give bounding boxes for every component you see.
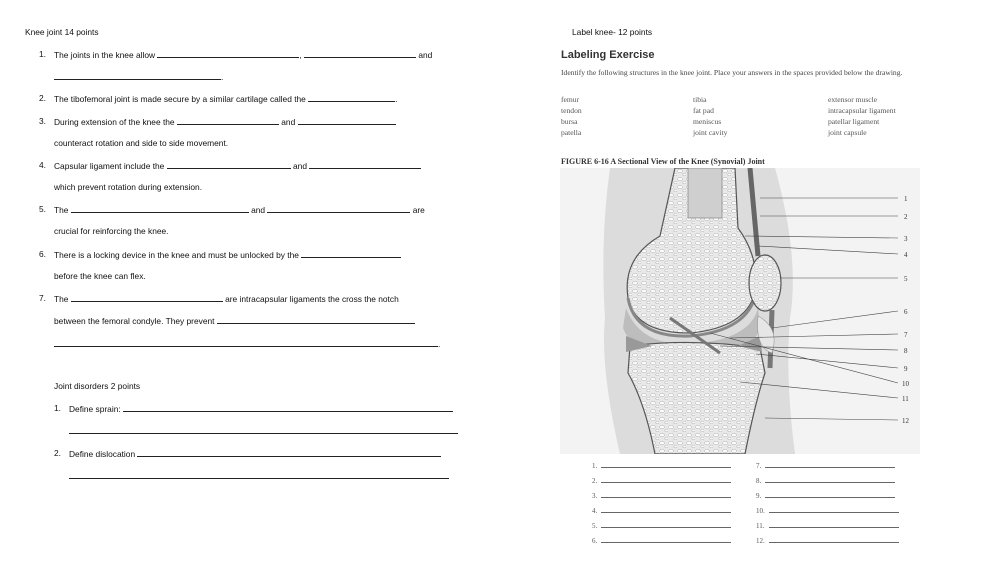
question-7-text: The are intracapsular ligaments the cross the notch	[54, 294, 399, 304]
answer-line-2[interactable]: 2.	[592, 476, 731, 485]
callout-9: 9	[904, 365, 908, 373]
question-6-number: 6.	[39, 249, 46, 259]
callout-8: 8	[904, 347, 908, 355]
answer-line-11[interactable]: 11.	[756, 521, 899, 530]
question-6-text: There is a locking device in the knee and must be unlocked by the	[54, 249, 401, 260]
answer-blank[interactable]	[298, 116, 396, 125]
callout-5: 5	[904, 275, 908, 283]
callout-2: 2	[904, 213, 908, 221]
answer-blank[interactable]	[301, 249, 401, 258]
callout-4: 4	[904, 251, 908, 259]
term: joint cavity	[693, 128, 728, 137]
exercise-instructions: Identify the following structures in the knee joint. Place your answers in the spaces provided below the drawing.	[561, 68, 903, 77]
question-3-number: 3.	[39, 116, 46, 126]
answer-line-12[interactable]: 12.	[756, 536, 899, 545]
term: femur	[561, 95, 580, 104]
term: bursa	[561, 117, 578, 126]
section-title: Knee joint 14 points	[25, 27, 99, 37]
question-6-line2: before the knee can flex.	[54, 271, 146, 281]
question-7-line2: between the femoral condyle. They prevent	[54, 315, 415, 326]
medullary-cavity	[688, 168, 722, 218]
term: meniscus	[693, 117, 722, 126]
terms-column-2	[693, 94, 727, 138]
disorder-2-line2	[69, 470, 449, 481]
label-section-title: Label knee- 12 points	[572, 27, 653, 37]
answer-line-3[interactable]: 3.	[592, 491, 731, 500]
figure-caption: FIGURE 6-16 A Sectional View of the Knee (Synovial) Joint	[561, 157, 765, 166]
question-4-line2: which prevent rotation during extension.	[54, 182, 203, 192]
answer-blank[interactable]	[177, 116, 279, 125]
term: extensor muscle	[828, 95, 878, 104]
callout-1: 1	[904, 195, 908, 203]
answer-line-9[interactable]: 9.	[756, 491, 895, 500]
terms-column-3	[828, 94, 896, 138]
answer-line-4[interactable]: 4.	[592, 506, 731, 515]
answer-blank[interactable]	[69, 425, 458, 434]
answer-blank[interactable]	[54, 338, 438, 347]
question-5-line2: crucial for reinforcing the knee.	[54, 226, 169, 236]
question-2-number: 2.	[39, 93, 46, 103]
question-3-line2: counteract rotation and side to side movement.	[54, 138, 229, 148]
answer-blank[interactable]	[308, 93, 395, 102]
answer-blank[interactable]	[71, 293, 223, 302]
answer-line-5[interactable]: 5.	[592, 521, 731, 530]
term: joint capsule	[828, 128, 867, 137]
term: tibia	[693, 95, 707, 104]
terms-column-1	[561, 94, 582, 138]
answer-line-7[interactable]: 7.	[756, 461, 895, 470]
exercise-title: Labeling Exercise	[561, 49, 655, 61]
question-1-line2: .	[54, 71, 223, 82]
callout-7: 7	[904, 331, 908, 339]
patella	[749, 255, 781, 311]
answer-blank[interactable]	[217, 315, 415, 324]
callout-12: 12	[902, 417, 909, 425]
answer-blank[interactable]	[123, 403, 453, 412]
answer-blank[interactable]	[304, 49, 416, 58]
disorder-2-text: Define dislocation	[69, 448, 441, 459]
answer-line-10[interactable]: 10.	[756, 506, 899, 515]
answer-blank[interactable]	[309, 160, 421, 169]
question-1: 1.	[39, 49, 46, 59]
question-7-line3: .	[54, 338, 440, 349]
term: tendon	[561, 106, 582, 115]
answer-line-8[interactable]: 8.	[756, 476, 895, 485]
question-7-number: 7.	[39, 293, 46, 303]
disorder-1-number: 1.	[54, 403, 61, 413]
question-4-text: Capsular ligament include the and	[54, 160, 421, 171]
question-2-text: The tibofemoral joint is made secure by a similar cartilage called the .	[54, 94, 398, 104]
question-1-text: The joints in the knee allow , and	[54, 50, 433, 60]
answer-line-6[interactable]: 6.	[592, 536, 731, 545]
answer-blank[interactable]	[157, 49, 299, 58]
answer-blank[interactable]	[71, 204, 249, 213]
callout-3: 3	[904, 235, 908, 243]
term: fat pad	[693, 106, 714, 115]
disorders-title: Joint disorders 2 points	[54, 381, 141, 391]
disorder-1-line2	[69, 425, 458, 436]
term: intracapsular ligament	[828, 106, 896, 115]
disorder-1-text: Define sprain:	[69, 403, 453, 414]
knee-joint-illustration	[560, 168, 920, 454]
answer-line-1[interactable]: 1.	[592, 461, 731, 470]
callout-10: 10	[902, 380, 909, 388]
disorder-2-number: 2.	[54, 448, 61, 458]
answer-blank[interactable]	[167, 160, 291, 169]
question-5-text: The and are	[54, 205, 425, 215]
answer-blank[interactable]	[137, 448, 441, 457]
question-5-number: 5.	[39, 204, 46, 214]
term: patella	[561, 128, 582, 137]
callout-11: 11	[902, 395, 909, 403]
callout-6: 6	[904, 308, 908, 316]
answer-blank[interactable]	[69, 470, 449, 479]
question-4-number: 4.	[39, 160, 46, 170]
answer-blank[interactable]	[54, 71, 221, 80]
question-3-text: During extension of the knee the and	[54, 116, 396, 127]
term: patellar ligament	[828, 117, 880, 126]
answer-blank[interactable]	[267, 204, 410, 213]
